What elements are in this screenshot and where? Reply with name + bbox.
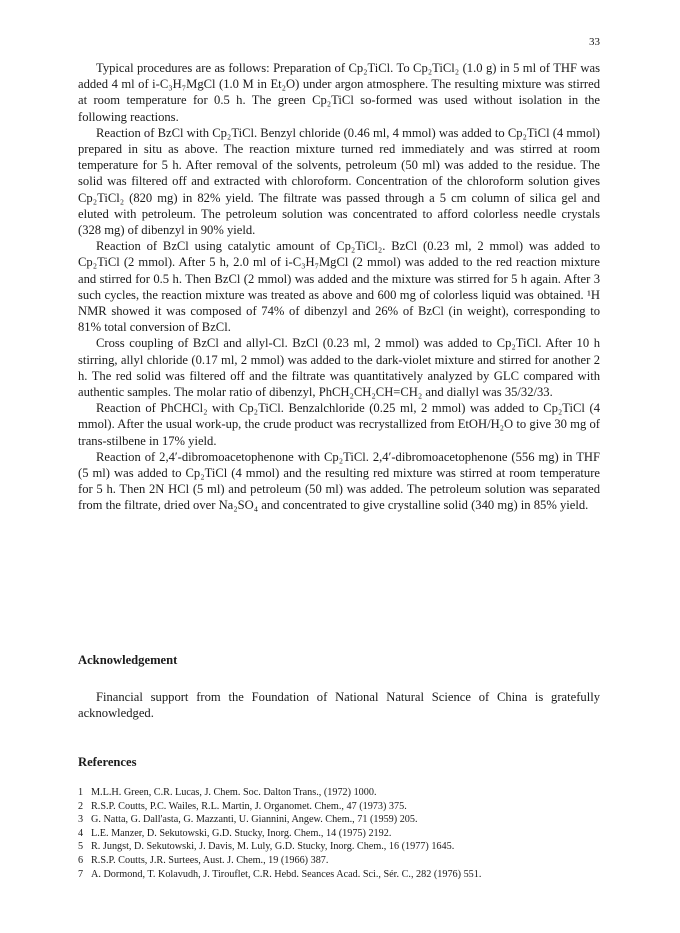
references-list bbox=[78, 786, 600, 881]
paragraph-benzalchloride: Reaction of PhCHCl₂ with Cp₂TiCl. Benzalchloride (0.25 ml, 2 mmol) was added to Cp₂TiCl (4 mmol). After the usual work-up, the crude product was recrystallized from EtOH/H₂O to give 30 mg of trans-stilbene in 17% yield. bbox=[78, 401, 600, 448]
reference-number: 6 bbox=[78, 854, 84, 866]
reference-text: A. Dormond, T. Kolavudh, J. Tirouflet, C.R. Hebd. Seances Acad. Sci., Sér. C., 282 (1976) 551. bbox=[91, 868, 482, 880]
paragraph-dibromoacetophenone: Reaction of 2,4′-dibromoacetophenone with Cp₂TiCl. 2,4′-dibromoacetophenone (556 mg) in THF (5 ml) was added to Cp₂TiCl (4 mmol) and the resulting red mixture was stirred at room temperature for 5 h. Then 2N HCl (5 ml) and petroleum (50 ml) was added. The petroleum solution was separated from the filtrate, dried over Na₂SO₄ and concentrated to give crystalline solid (340 mg) in 85% yield. bbox=[78, 449, 600, 513]
acknowledgement-text bbox=[78, 689, 600, 721]
reference-number: 4 bbox=[78, 827, 84, 839]
reference-item bbox=[78, 840, 600, 854]
acknowledgement-paragraph: Financial support from the Foundation of National Natural Science of China is gratefully acknowledged. bbox=[78, 690, 600, 721]
reference-text: M.L.H. Green, C.R. Lucas, J. Chem. Soc. Dalton Trans., (1972) 1000. bbox=[91, 787, 377, 798]
page-number: 33 bbox=[589, 36, 600, 48]
reference-item bbox=[78, 813, 600, 827]
reference-text: R. Jungst, D. Sekutowski, J. Davis, M. Luly, G.D. Stucky, Inorg. Chem., 16 (1977) 1645. bbox=[91, 841, 455, 853]
paragraph-cross-coupling: Cross coupling of BzCl and allyl-Cl. BzCl (0.23 ml, 2 mmol) was added to Cp₂TiCl. After 10 h stirring, allyl chloride (0.17 ml, 2 mmol) was added to the dark-violet mixture and stirred for another 2 h. The red solid was filtered off and the filtrate was quantitatively analyzed by GLC compared with authentic samples. The molar ratio of dibenzyl, PhCH₂CH₂CH=CH₂ and diallyl was 35/32/33. bbox=[78, 336, 600, 400]
reference-item bbox=[78, 868, 600, 882]
paragraph-catalytic-reaction: Reaction of BzCl using catalytic amount of Cp₂TiCl₂. BzCl (0.23 ml, 2 mmol) was added to Cp₂TiCl (2 mmol). After 5 h, 2.0 ml of i-C₃H₇MgCl (2 mmol) was added to the red reaction mixture and stirred for 0.5 h. Then BzCl (2 mmol) was added and the mixture was stirred for 5 h again. After 3 such cycles, the reaction mixture was treated as above and 600 mg of colorless liquid was obtained. ¹H NMR showed it was composed of 74% of dibenzyl and 26% of BzCl (in weight), corresponding to 81% total conversion of BzCl. bbox=[78, 239, 600, 335]
reference-item bbox=[78, 800, 600, 814]
reference-number: 3 bbox=[78, 814, 84, 826]
reference-text: R.S.P. Coutts, P.C. Wailes, R.L. Martin, J. Organomet. Chem., 47 (1973) 375. bbox=[91, 800, 407, 812]
reference-item bbox=[78, 827, 600, 841]
experimental-procedures bbox=[78, 60, 600, 514]
acknowledgement-heading: Acknowledgement bbox=[78, 653, 178, 667]
reference-text: R.S.P. Coutts, J.R. Surtees, Aust. J. Chem., 19 (1966) 387. bbox=[91, 854, 329, 866]
paragraph-preparation: Typical procedures are as follows: Preparation of Cp₂TiCl. To Cp₂TiCl₂ (1.0 g) in 5 ml of THF was added 4 ml of i-C₃H₇MgCl (1.0 M in Et₂O) under argon atmosphere. The resulting mixture was stirred at room temperature for 0.5 h. The green Cp₂TiCl so-formed was used without isolation in the following reactions. bbox=[78, 61, 600, 124]
reference-item bbox=[78, 786, 600, 800]
reference-number: 7 bbox=[78, 868, 84, 880]
reference-number: 1 bbox=[78, 787, 84, 798]
reference-item bbox=[78, 854, 600, 868]
reference-number: 5 bbox=[78, 841, 84, 853]
reference-number: 2 bbox=[78, 800, 84, 812]
references-heading: References bbox=[78, 755, 137, 769]
reference-text: G. Natta, G. Dall'asta, G. Mazzanti, U. Giannini, Angew. Chem., 71 (1959) 205. bbox=[91, 814, 418, 826]
paragraph-bzcl-reaction: Reaction of BzCl with Cp₂TiCl. Benzyl chloride (0.46 ml, 4 mmol) was added to Cp₂TiCl (4 mmol) prepared in situ as above. The reaction mixture turned red immediately and was stirred at room temperature for 5 h. After removal of the solvents, petroleum (50 ml) was added to the residue. The solid was filtered off and extracted with chloroform. Concentration of the chloroform solution gives Cp₂TiCl₂ (820 mg) in 82% yield. The filtrate was passed through a 5 cm column of silica gel and eluted with petroleum. The petroleum solution was concentrated to afford colorless needle crystals (328 mg) of dibenzyl in 90% yield. bbox=[78, 125, 600, 238]
reference-text: L.E. Manzer, D. Sekutowski, G.D. Stucky, Inorg. Chem., 14 (1975) 2192. bbox=[91, 827, 392, 839]
